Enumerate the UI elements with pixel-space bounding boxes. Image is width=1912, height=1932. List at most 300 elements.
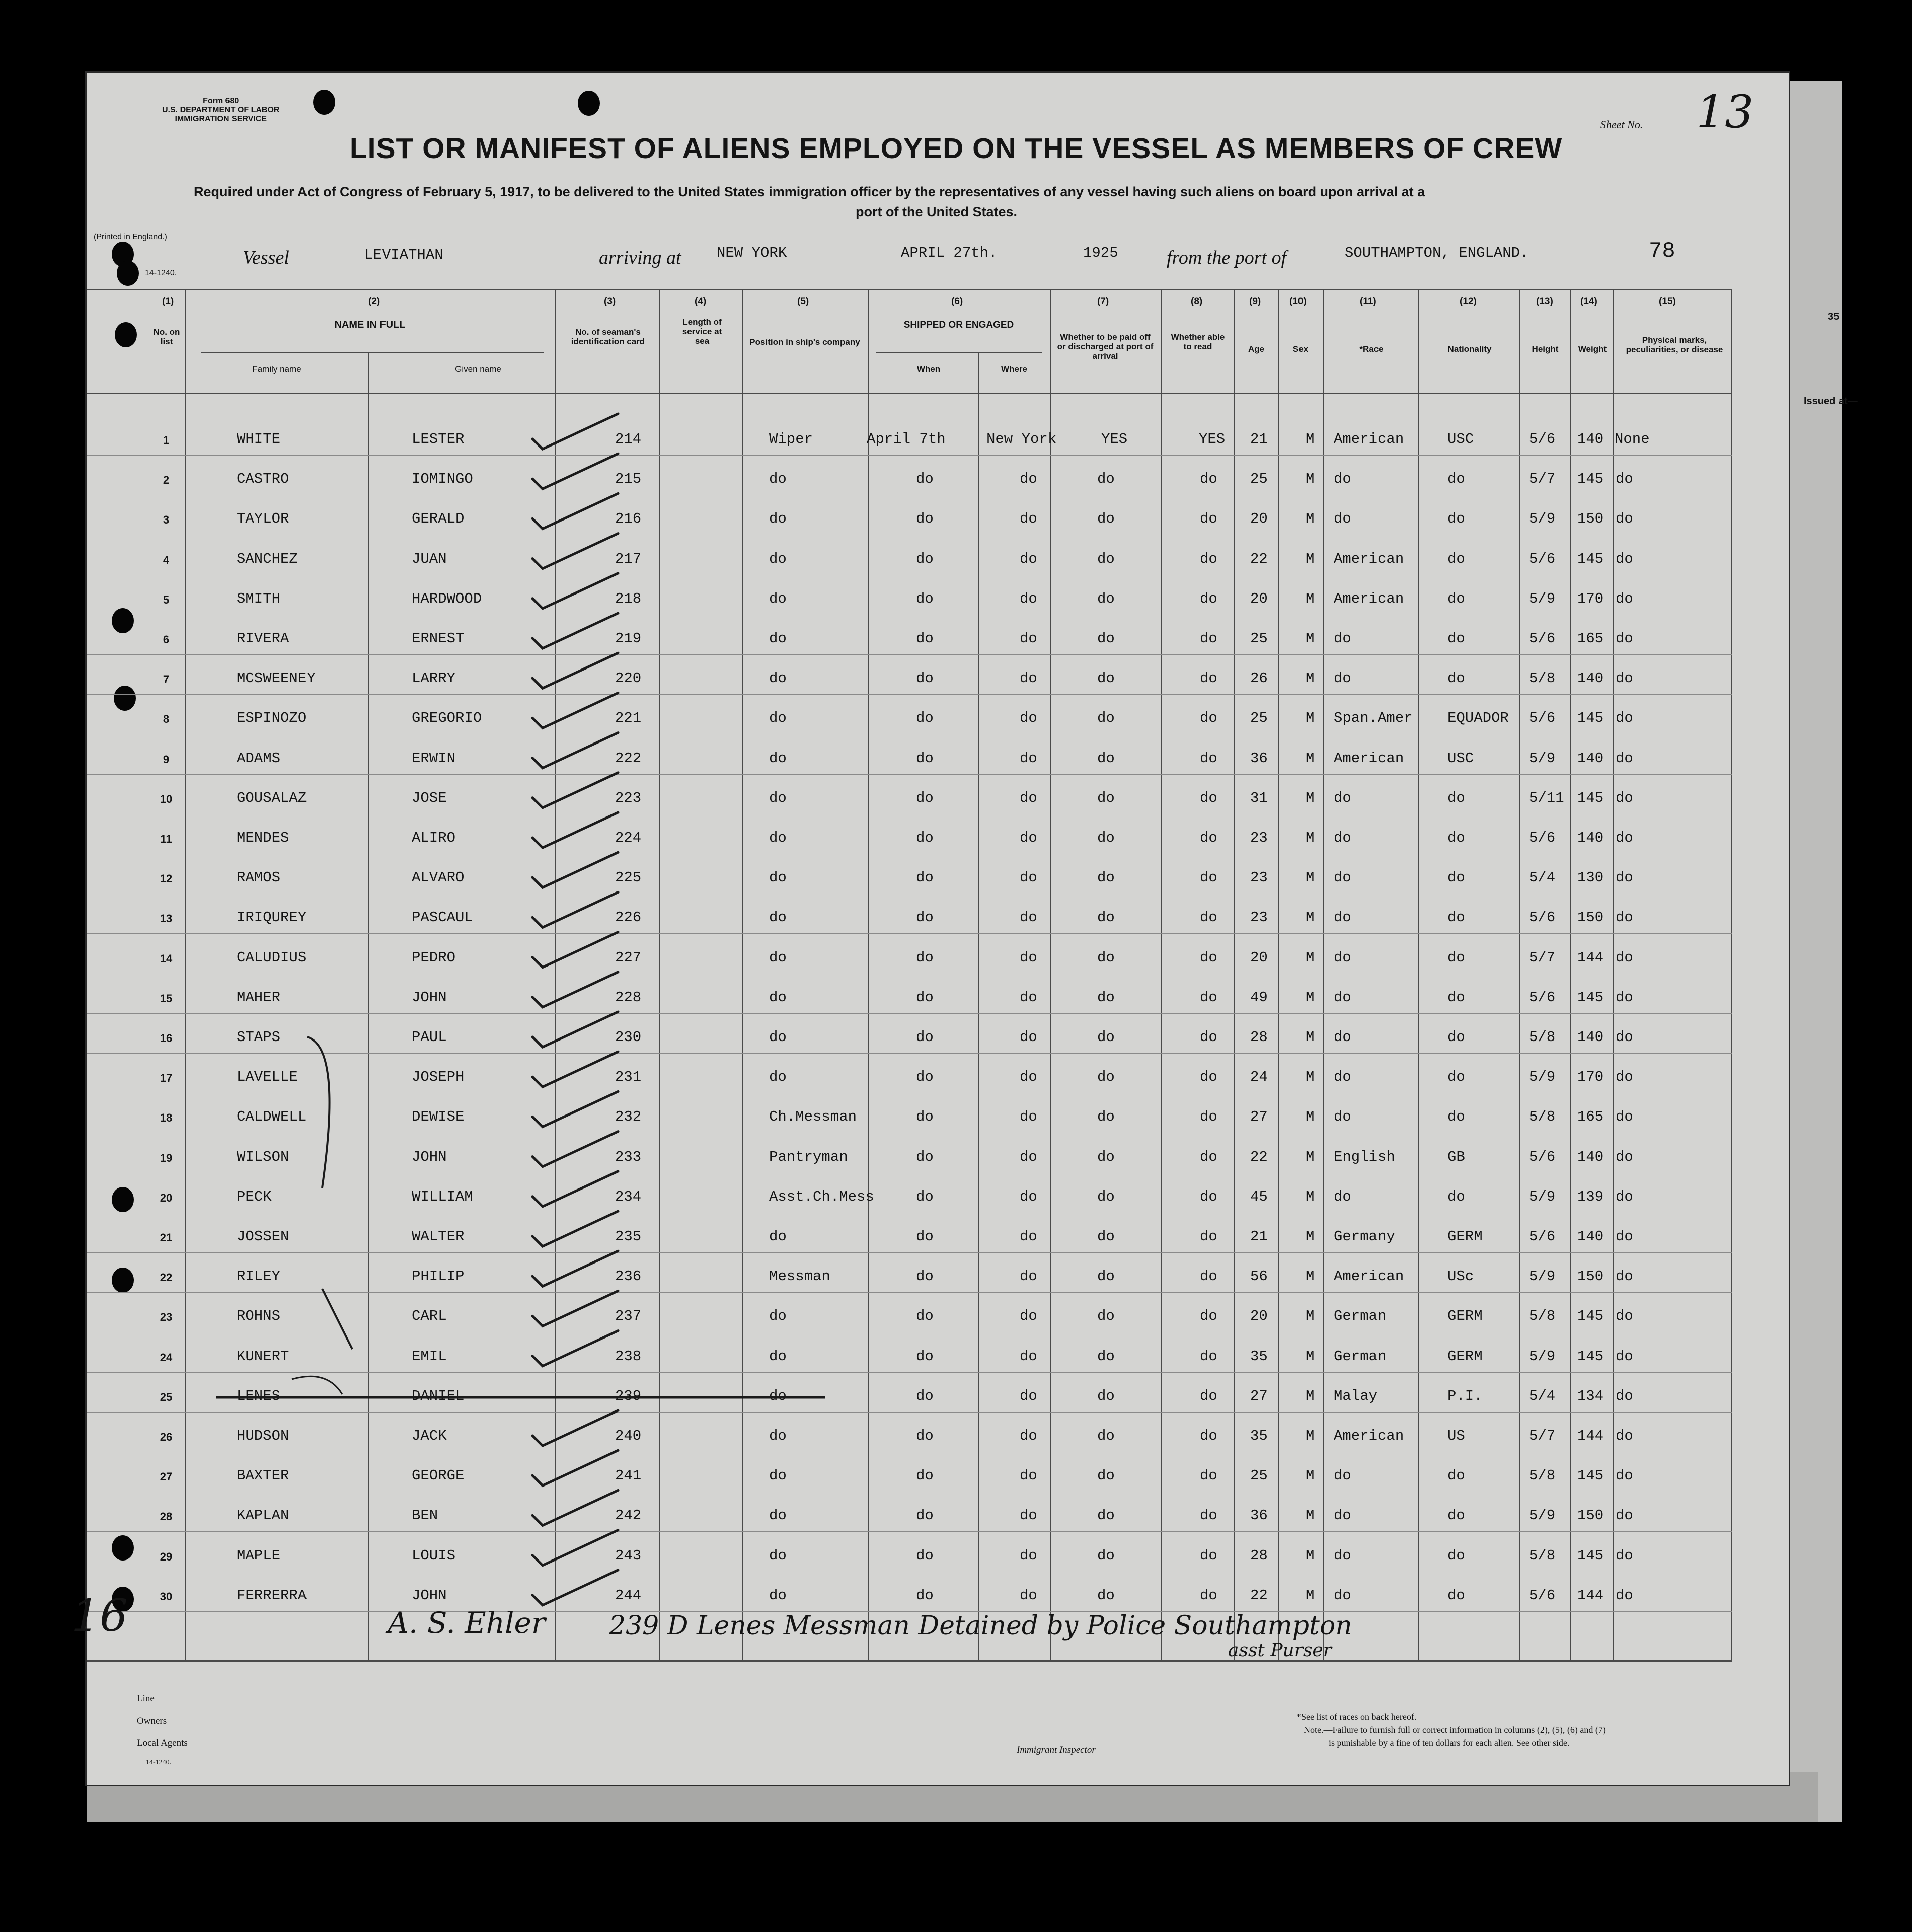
cell-shipped-when: do xyxy=(916,789,934,806)
row-number: 16 xyxy=(160,1032,173,1045)
cell-physical-marks: do xyxy=(1616,630,1633,647)
cell-card-number: 233 xyxy=(615,1148,642,1165)
cell-card-number: 235 xyxy=(615,1228,642,1245)
cell-height: 5/8 xyxy=(1529,1308,1556,1325)
cell-age: 23 xyxy=(1250,869,1268,886)
cell-physical-marks: do xyxy=(1616,510,1633,528)
cell-race: American xyxy=(1334,1268,1404,1285)
check-mark xyxy=(532,1052,618,1087)
cell-able-to-read: do xyxy=(1200,1148,1217,1165)
cell-family-name: STAPS xyxy=(237,1029,281,1046)
cell-physical-marks: do xyxy=(1616,1188,1633,1205)
col-num-11: (11) xyxy=(1360,296,1376,307)
cell-weight: 150 xyxy=(1577,1268,1604,1285)
cell-shipped-when: do xyxy=(916,710,934,727)
cell-given-name: WILLIAM xyxy=(412,1188,473,1205)
cell-nationality: do xyxy=(1447,1467,1465,1484)
cell-family-name: IRIQUREY xyxy=(237,909,307,926)
col-header-5: Position in ship's company xyxy=(749,337,860,347)
cell-position: Wiper xyxy=(769,431,813,448)
cell-able-to-read: do xyxy=(1200,1029,1217,1046)
cell-card-number: 228 xyxy=(615,989,642,1006)
cell-card-number: 227 xyxy=(615,949,642,966)
row-number: 13 xyxy=(160,912,173,925)
cell-weight: 145 xyxy=(1577,1308,1604,1325)
cell-paid-off: YES xyxy=(1101,431,1128,448)
check-mark xyxy=(532,1012,618,1047)
check-mark xyxy=(532,1530,618,1566)
cell-shipped-where: do xyxy=(1020,510,1037,528)
penalty-note-2: is punishable by a fine of ten dollars for each alien. See other side. xyxy=(1329,1738,1570,1748)
cell-sex: M xyxy=(1306,989,1315,1006)
cell-shipped-when: do xyxy=(916,670,934,687)
col-num-4: (4) xyxy=(695,296,707,307)
cell-family-name: JOSSEN xyxy=(237,1228,289,1245)
cell-nationality: do xyxy=(1447,909,1465,926)
cell-physical-marks: do xyxy=(1616,1108,1633,1126)
cell-given-name: ERWIN xyxy=(412,750,456,767)
cell-card-number: 221 xyxy=(615,710,642,727)
cell-nationality: do xyxy=(1447,949,1465,966)
check-mark xyxy=(532,454,618,489)
row-number: 29 xyxy=(160,1550,173,1563)
cell-shipped-where: do xyxy=(1020,909,1037,926)
cell-height: 5/9 xyxy=(1529,510,1556,528)
cell-physical-marks: do xyxy=(1616,1268,1633,1285)
cell-position: do xyxy=(769,1228,787,1245)
cell-able-to-read: do xyxy=(1200,630,1217,647)
row-number: 11 xyxy=(160,833,172,845)
cell-physical-marks: do xyxy=(1616,989,1633,1006)
cell-position: do xyxy=(769,789,787,806)
cell-family-name: KUNERT xyxy=(237,1348,289,1365)
cell-shipped-where: do xyxy=(1020,1547,1037,1564)
cell-family-name: PECK xyxy=(237,1188,272,1205)
cell-physical-marks: do xyxy=(1616,1148,1633,1165)
check-mark xyxy=(532,852,618,887)
cell-physical-marks: None xyxy=(1615,431,1650,448)
cell-race: do xyxy=(1334,670,1351,687)
cell-age: 45 xyxy=(1250,1188,1268,1205)
row-number: 18 xyxy=(160,1111,173,1125)
cell-shipped-when: do xyxy=(916,1108,934,1126)
cell-position: do xyxy=(769,471,787,488)
cell-given-name: DANIEL xyxy=(412,1387,465,1404)
cell-paid-off: do xyxy=(1097,750,1115,767)
cell-physical-marks: do xyxy=(1616,590,1633,607)
cell-height: 5/6 xyxy=(1529,550,1556,567)
cell-shipped-where: New York xyxy=(986,431,1057,448)
cell-race: do xyxy=(1334,1507,1351,1524)
cell-sex: M xyxy=(1306,750,1315,767)
cell-physical-marks: do xyxy=(1616,1029,1633,1046)
cell-card-number: 241 xyxy=(615,1467,642,1484)
cell-shipped-where: do xyxy=(1020,869,1037,886)
cell-nationality: do xyxy=(1447,1108,1465,1126)
cell-race: do xyxy=(1334,510,1351,528)
check-mark xyxy=(532,693,618,728)
cell-height: 5/6 xyxy=(1529,989,1556,1006)
cell-weight: 130 xyxy=(1577,869,1604,886)
cell-shipped-where: do xyxy=(1020,1587,1037,1604)
check-mark xyxy=(532,573,618,609)
cell-age: 26 xyxy=(1250,670,1268,687)
cell-sex: M xyxy=(1306,471,1315,488)
handwritten-note: 239 D Lenes Messman Detained by Police Southampton xyxy=(609,1611,1352,1641)
cell-age: 20 xyxy=(1250,949,1268,966)
cell-shipped-when: do xyxy=(916,471,934,488)
row-number: 8 xyxy=(163,713,170,726)
cell-age: 27 xyxy=(1250,1387,1268,1404)
cell-physical-marks: do xyxy=(1616,869,1633,886)
cell-paid-off: do xyxy=(1097,1507,1115,1524)
cell-paid-off: do xyxy=(1097,869,1115,886)
cell-paid-off: do xyxy=(1097,1069,1115,1086)
vessel-label: Vessel xyxy=(243,247,289,268)
cell-given-name: LARRY xyxy=(412,670,456,687)
cell-age: 35 xyxy=(1250,1428,1268,1444)
cell-card-number: 239 xyxy=(615,1387,642,1404)
cell-given-name: JOHN xyxy=(412,989,447,1006)
cell-age: 31 xyxy=(1250,789,1268,806)
row-number: 7 xyxy=(163,673,170,686)
cell-paid-off: do xyxy=(1097,1467,1115,1484)
cell-shipped-when: do xyxy=(916,989,934,1006)
cell-card-number: 216 xyxy=(615,510,642,528)
cell-age: 25 xyxy=(1250,471,1268,488)
cell-shipped-where: do xyxy=(1020,830,1037,846)
cell-card-number: 215 xyxy=(615,471,642,488)
cell-height: 5/4 xyxy=(1529,869,1556,886)
col-num-9: (9) xyxy=(1249,296,1261,307)
cell-paid-off: do xyxy=(1097,1587,1115,1604)
cell-shipped-where: do xyxy=(1020,630,1037,647)
cell-race: Malay xyxy=(1334,1387,1378,1404)
cell-shipped-where: do xyxy=(1020,1387,1037,1404)
cell-able-to-read: do xyxy=(1200,1108,1217,1126)
cell-race: do xyxy=(1334,949,1351,966)
departure-port: SOUTHAMPTON, ENGLAND. xyxy=(1345,245,1529,261)
cell-able-to-read: do xyxy=(1200,1587,1217,1604)
cell-height: 5/6 xyxy=(1529,431,1556,448)
cell-shipped-where: do xyxy=(1020,590,1037,607)
cell-paid-off: do xyxy=(1097,1387,1115,1404)
cell-position: Pantryman xyxy=(769,1148,848,1165)
cell-race: do xyxy=(1334,1587,1351,1604)
cell-able-to-read: do xyxy=(1200,1387,1217,1404)
cell-position: do xyxy=(769,510,787,528)
cell-family-name: MENDES xyxy=(237,830,289,846)
cell-race: American xyxy=(1334,590,1404,607)
cell-position: Messman xyxy=(769,1268,830,1285)
cell-race: do xyxy=(1334,1188,1351,1205)
cell-shipped-where: do xyxy=(1020,550,1037,567)
cell-height: 5/6 xyxy=(1529,830,1556,846)
cell-physical-marks: do xyxy=(1616,750,1633,767)
cell-family-name: RAMOS xyxy=(237,869,281,886)
cell-sex: M xyxy=(1306,830,1315,846)
cell-shipped-when: do xyxy=(916,1308,934,1325)
cell-weight: 145 xyxy=(1577,989,1604,1006)
cell-card-number: 225 xyxy=(615,869,642,886)
where-header: Where xyxy=(1001,364,1027,374)
check-mark xyxy=(532,1291,618,1326)
footer-line-label: Line xyxy=(137,1693,155,1704)
cell-card-number: 231 xyxy=(615,1069,642,1086)
cell-able-to-read: do xyxy=(1200,869,1217,886)
cell-position: do xyxy=(769,750,787,767)
check-mark xyxy=(532,1410,618,1446)
cell-nationality: GERM xyxy=(1447,1308,1483,1325)
cell-able-to-read: do xyxy=(1200,670,1217,687)
cell-weight: 150 xyxy=(1577,909,1604,926)
cell-family-name: LENES xyxy=(237,1387,281,1404)
row-number: 12 xyxy=(160,872,173,885)
cell-height: 5/6 xyxy=(1529,1587,1556,1604)
cell-able-to-read: do xyxy=(1200,1547,1217,1564)
cell-given-name: ALIRO xyxy=(412,830,456,846)
cell-shipped-where: do xyxy=(1020,949,1037,966)
cell-paid-off: do xyxy=(1097,550,1115,567)
cell-age: 25 xyxy=(1250,630,1268,647)
check-mark xyxy=(532,414,618,449)
col-header-7: Whether to be paid off or discharged at port of arrival xyxy=(1057,332,1154,361)
cell-card-number: 243 xyxy=(615,1547,642,1564)
cell-shipped-when: do xyxy=(916,1188,934,1205)
cell-shipped-where: do xyxy=(1020,789,1037,806)
sheet-label: Sheet No. xyxy=(1600,118,1643,131)
cell-position: do xyxy=(769,949,787,966)
cell-race: English xyxy=(1334,1148,1395,1165)
cell-nationality: do xyxy=(1447,1188,1465,1205)
cell-card-number: 220 xyxy=(615,670,642,687)
cell-physical-marks: do xyxy=(1616,949,1633,966)
cell-able-to-read: do xyxy=(1200,909,1217,926)
cell-able-to-read: do xyxy=(1200,710,1217,727)
cell-given-name: PASCAUL xyxy=(412,909,473,926)
cell-age: 22 xyxy=(1250,1587,1268,1604)
col-num-13: (13) xyxy=(1536,296,1553,307)
row-number: 22 xyxy=(160,1271,173,1284)
cell-sex: M xyxy=(1306,1108,1315,1126)
cell-position: do xyxy=(769,1069,787,1086)
col-num-3: (3) xyxy=(604,296,616,307)
cell-card-number: 217 xyxy=(615,550,642,567)
cell-nationality: do xyxy=(1447,989,1465,1006)
cell-sex: M xyxy=(1306,431,1315,448)
cell-given-name: CARL xyxy=(412,1308,447,1325)
col-num-15: (15) xyxy=(1659,296,1676,307)
cell-position: do xyxy=(769,550,787,567)
cell-shipped-where: do xyxy=(1020,1108,1037,1126)
when-header: When xyxy=(916,364,941,374)
col-num-12: (12) xyxy=(1460,296,1477,307)
cell-sex: M xyxy=(1306,1507,1315,1524)
cell-position: do xyxy=(769,1387,787,1404)
cell-nationality: GB xyxy=(1447,1148,1465,1165)
cell-family-name: KAPLAN xyxy=(237,1507,289,1524)
cell-family-name: MCSWEENEY xyxy=(237,670,316,687)
cell-able-to-read: do xyxy=(1200,1507,1217,1524)
cell-age: 24 xyxy=(1250,1069,1268,1086)
cell-paid-off: do xyxy=(1097,630,1115,647)
row-number: 17 xyxy=(160,1072,173,1085)
check-mark xyxy=(532,1450,618,1485)
cell-card-number: 230 xyxy=(615,1029,642,1046)
cell-nationality: do xyxy=(1447,1587,1465,1604)
cell-nationality: do xyxy=(1447,471,1465,488)
cell-shipped-when: do xyxy=(916,550,934,567)
cell-age: 20 xyxy=(1250,590,1268,607)
cell-given-name: GREGORIO xyxy=(412,710,482,727)
col-header-14: Weight xyxy=(1578,344,1607,354)
family-name-header: Family name xyxy=(252,364,301,374)
cell-race: Germany xyxy=(1334,1228,1395,1245)
row-number: 26 xyxy=(160,1431,173,1443)
check-mark xyxy=(532,1331,618,1366)
col-header-10: Sex xyxy=(1292,344,1309,354)
cell-able-to-read: do xyxy=(1200,750,1217,767)
cell-nationality: do xyxy=(1447,1507,1465,1524)
cell-given-name: JACK xyxy=(412,1428,447,1444)
cell-family-name: BAXTER xyxy=(237,1467,289,1484)
cell-race: do xyxy=(1334,1547,1351,1564)
cell-paid-off: do xyxy=(1097,1428,1115,1444)
cell-able-to-read: do xyxy=(1200,1308,1217,1325)
cell-family-name: WHITE xyxy=(237,431,281,448)
cell-physical-marks: do xyxy=(1616,1069,1633,1086)
check-mark xyxy=(532,733,618,768)
cell-given-name: JOHN xyxy=(412,1587,447,1604)
row-number: 4 xyxy=(163,553,170,566)
cell-age: 20 xyxy=(1250,510,1268,528)
col-header-12: Nationality xyxy=(1447,344,1492,354)
cell-nationality: USc xyxy=(1447,1268,1474,1285)
cell-height: 5/6 xyxy=(1529,630,1556,647)
row-number: 19 xyxy=(160,1151,173,1164)
cell-shipped-when: do xyxy=(916,909,934,926)
row-number: 20 xyxy=(160,1191,173,1204)
cell-card-number: 236 xyxy=(615,1268,642,1285)
cell-shipped-when: do xyxy=(916,1428,934,1444)
races-note: *See list of races on back hereof. xyxy=(1296,1712,1417,1722)
cell-paid-off: do xyxy=(1097,670,1115,687)
cell-physical-marks: do xyxy=(1616,1507,1633,1524)
cell-position: do xyxy=(769,670,787,687)
cell-nationality: USC xyxy=(1447,750,1474,767)
cell-height: 5/9 xyxy=(1529,1268,1556,1285)
col-header-1: No. on list xyxy=(153,327,180,346)
cell-paid-off: do xyxy=(1097,830,1115,846)
cell-nationality: do xyxy=(1447,1069,1465,1086)
check-mark xyxy=(532,812,618,848)
row-number: 6 xyxy=(163,633,170,646)
cell-physical-marks: do xyxy=(1616,1547,1633,1564)
cell-able-to-read: do xyxy=(1200,1348,1217,1365)
cell-able-to-read: do xyxy=(1200,471,1217,488)
arrival-port: NEW YORK xyxy=(717,245,787,261)
cell-physical-marks: do xyxy=(1616,550,1633,567)
check-mark xyxy=(532,613,618,648)
cell-physical-marks: do xyxy=(1616,789,1633,806)
cell-shipped-where: do xyxy=(1020,471,1037,488)
cell-race: do xyxy=(1334,1069,1351,1086)
cell-card-number: 238 xyxy=(615,1348,642,1365)
row-number: 23 xyxy=(160,1311,173,1324)
cell-sex: M xyxy=(1306,550,1315,567)
cell-weight: 145 xyxy=(1577,710,1604,727)
cell-given-name: JOHN xyxy=(412,1148,447,1165)
cell-shipped-where: do xyxy=(1020,670,1037,687)
cell-height: 5/9 xyxy=(1529,1507,1556,1524)
cell-paid-off: do xyxy=(1097,1029,1115,1046)
cell-shipped-where: do xyxy=(1020,1268,1037,1285)
cell-position: do xyxy=(769,1467,787,1484)
cell-sex: M xyxy=(1306,1188,1315,1205)
cell-weight: 140 xyxy=(1577,1148,1604,1165)
cell-card-number: 232 xyxy=(615,1108,642,1126)
cell-family-name: WILSON xyxy=(237,1148,289,1165)
cell-sex: M xyxy=(1306,1308,1315,1325)
cell-card-number: 219 xyxy=(615,630,642,647)
cell-family-name: CALUDIUS xyxy=(237,949,307,966)
cell-sex: M xyxy=(1306,1069,1315,1086)
cell-position: do xyxy=(769,1547,787,1564)
cell-given-name: WALTER xyxy=(412,1228,465,1245)
cell-weight: 145 xyxy=(1577,1547,1604,1564)
cell-position: do xyxy=(769,869,787,886)
col-header-9: Age xyxy=(1248,344,1265,354)
cell-shipped-where: do xyxy=(1020,989,1037,1006)
signature-mark xyxy=(292,1376,342,1394)
cell-family-name: CALDWELL xyxy=(237,1108,307,1126)
cell-shipped-where: do xyxy=(1020,750,1037,767)
cell-paid-off: do xyxy=(1097,1228,1115,1245)
cell-shipped-when: do xyxy=(916,1467,934,1484)
cell-weight: 150 xyxy=(1577,510,1604,528)
cell-shipped-where: do xyxy=(1020,1467,1037,1484)
cell-physical-marks: do xyxy=(1616,1587,1633,1604)
cell-card-number: 242 xyxy=(615,1507,642,1524)
cell-position: do xyxy=(769,909,787,926)
cell-paid-off: do xyxy=(1097,1188,1115,1205)
cell-race: do xyxy=(1334,1108,1351,1126)
cell-weight: 165 xyxy=(1577,1108,1604,1126)
cell-nationality: do xyxy=(1447,630,1465,647)
cell-able-to-read: do xyxy=(1200,1467,1217,1484)
cell-sex: M xyxy=(1306,670,1315,687)
check-mark xyxy=(532,653,618,688)
cell-given-name: BEN xyxy=(412,1507,438,1524)
cell-height: 5/9 xyxy=(1529,590,1556,607)
subtitle-line2: port of the United States. xyxy=(856,204,1018,219)
cell-race: do xyxy=(1334,789,1351,806)
cell-shipped-where: do xyxy=(1020,1228,1037,1245)
cell-height: 5/7 xyxy=(1529,471,1556,488)
from-label: from the port of xyxy=(1167,247,1287,268)
cell-race: American xyxy=(1334,750,1404,767)
cell-sex: M xyxy=(1306,789,1315,806)
check-mark xyxy=(532,1490,618,1525)
cell-family-name: LAVELLE xyxy=(237,1069,298,1086)
printed-note: (Printed in England.) xyxy=(94,233,167,241)
cell-race: Span.Amer xyxy=(1334,710,1413,727)
col-header-11: *Race xyxy=(1359,344,1384,354)
cell-given-name: JOSEPH xyxy=(412,1069,465,1086)
cell-height: 5/6 xyxy=(1529,909,1556,926)
cell-weight: 150 xyxy=(1577,1507,1604,1524)
cell-weight: 140 xyxy=(1577,431,1604,448)
